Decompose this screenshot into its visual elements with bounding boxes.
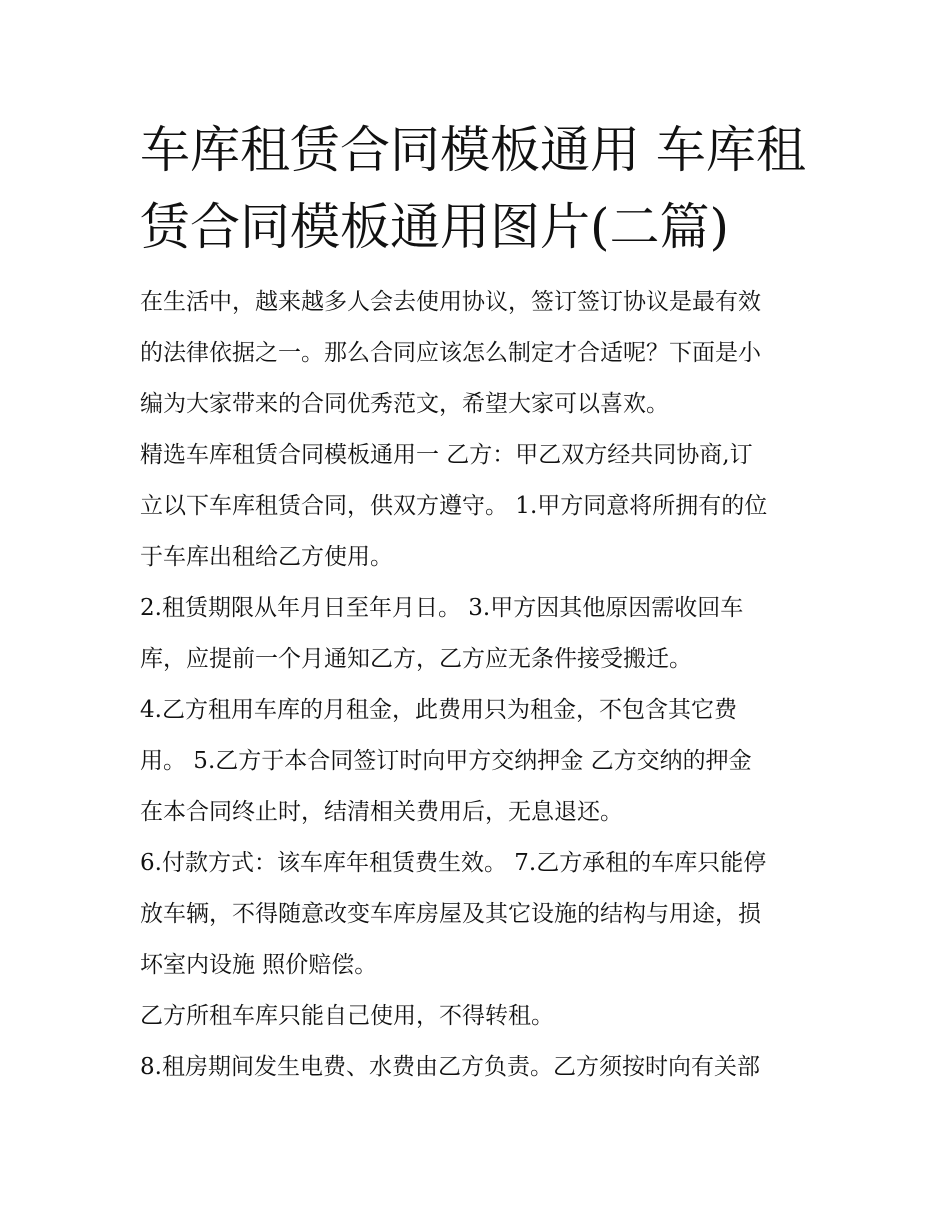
paragraph-intro bbox=[140, 277, 820, 430]
text-line: 于车库出租给乙方使用。 bbox=[140, 544, 393, 570]
paragraph-clause-4-5 bbox=[140, 685, 820, 838]
paragraph-clause-1 bbox=[140, 430, 820, 583]
text-line: 用。 5.乙方于本合同签订时向甲方交纳押金 乙方交纳的押金 bbox=[140, 748, 752, 774]
text-line: 立以下车库租赁合同，供双方遵守。 1.甲方同意将所拥有的位 bbox=[140, 493, 768, 519]
paragraph-sublet bbox=[140, 991, 820, 1042]
text-line: 的法律依据之一。那么合同应该怎么制定才合适呢？下面是小 bbox=[140, 340, 761, 366]
text-line: 精选车库租赁合同模板通用一 乙方：甲乙双方经共同协商,订 bbox=[140, 442, 753, 468]
document-body bbox=[140, 277, 820, 1093]
title-line: 赁合同模板通用图片(二篇) bbox=[140, 198, 730, 256]
title-line: 车库租赁合同模板通用 车库租 bbox=[140, 121, 806, 179]
text-line: 乙方所租车库只能自己使用，不得转租。 bbox=[140, 1003, 554, 1029]
paragraph-clause-2-3 bbox=[140, 583, 820, 685]
paragraph-clause-6-7 bbox=[140, 838, 820, 991]
document-title bbox=[140, 112, 820, 266]
text-line: 8.租房期间发生电费、水费由乙方负责。乙方须按时向有关部 bbox=[140, 1054, 760, 1080]
text-line: 在生活中，越来越多人会去使用协议，签订签订协议是最有效 bbox=[140, 289, 761, 315]
text-line: 在本合同终止时，结清相关费用后，无息退还。 bbox=[140, 799, 623, 825]
text-line: 2.租赁期限从年月日至年月日。 3.甲方因其他原因需收回车 bbox=[140, 595, 744, 621]
text-line: 坏室内设施 照价赔偿。 bbox=[140, 952, 378, 978]
text-line: 编为大家带来的合同优秀范文，希望大家可以喜欢。 bbox=[140, 391, 669, 417]
text-line: 库，应提前一个月通知乙方，乙方应无条件接受搬迁。 bbox=[140, 646, 692, 672]
text-line: 放车辆，不得随意改变车库房屋及其它设施的结构与用途，损 bbox=[140, 901, 761, 927]
paragraph-clause-8 bbox=[140, 1042, 820, 1093]
text-line: 6.付款方式：该车库年租赁费生效。 7.乙方承租的车库只能停 bbox=[140, 850, 767, 876]
text-line: 4.乙方租用车库的月租金，此费用只为租金，不包含其它费 bbox=[140, 697, 737, 723]
